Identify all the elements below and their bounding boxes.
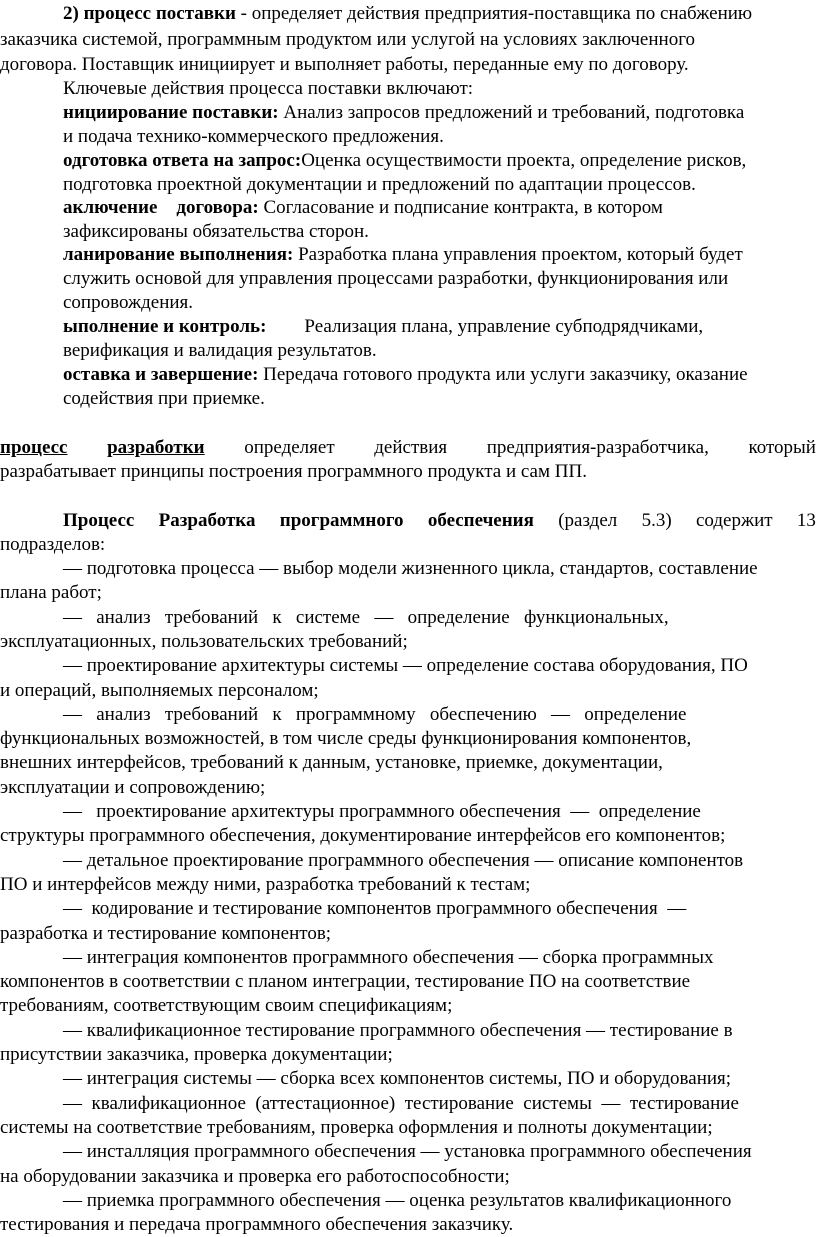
sw-process-line: [63, 509, 816, 533]
dev-word: определяет: [244, 437, 335, 458]
supply-heading-line: [63, 2, 752, 26]
sw-term: программного: [279, 510, 404, 531]
supply-item-text: Передача готового продукта или услуги заказчику, оказание: [258, 364, 748, 385]
subprocess-list-line: тестирования и передача программного обеспечения заказчику.: [0, 1214, 514, 1235]
subprocess-list-line: — квалификационное тестирование программного обеспечения — тестирование в: [63, 1020, 733, 1041]
subprocess-list-line: присутствии заказчика, проверка документации;: [0, 1044, 393, 1065]
supply-item-cont: сопровождения.: [63, 292, 194, 313]
subprocess-list-line: — кодирование и тестирование компонентов программного обеспечения —: [63, 898, 687, 919]
subprocess-list-line: — подготовка процесса — выбор модели жизненного цикла, стандартов, составление: [63, 558, 758, 579]
supply-item-term-line: [63, 363, 748, 387]
subprocess-list-line: требованиям, соответствующим своим спецификациям;: [0, 995, 453, 1016]
subprocess-list-line: — проектирование архитектуры системы — определение состава оборудования, ПО: [63, 655, 748, 676]
subprocess-list-line: — приемка программного обеспечения — оценка результатов квалификационного: [63, 1190, 732, 1211]
subprocess-list-line: внешних интерфейсов, требований к данным, установке, приемке, документации,: [0, 752, 663, 773]
text-line: разрабатывает принципы построения программного продукта и сам ПП.: [0, 461, 587, 482]
supply-item-text: Реализация плана, управление субподрядчиками,: [266, 316, 704, 337]
sw-word: 5.3): [641, 510, 672, 531]
subprocess-list-line: компонентов в соответствии с планом интеграции, тестирование ПО на соответствие: [0, 971, 691, 992]
supply-item-term-line: [63, 149, 746, 173]
supply-item-text: Оценка осуществимости проекта, определение рисков,: [301, 150, 747, 171]
subprocess-list-line: структуры программного обеспечения, документирование интерфейсов его компонентов;: [0, 825, 726, 846]
subprocess-list-line: системы на соответствие требованиям, проверка оформления и полноты документации;: [0, 1117, 713, 1138]
supply-item-cont: подготовка проектной документации и предложений по адаптации процессов.: [63, 174, 696, 195]
supply-item-term-line: [63, 196, 663, 220]
supply-item-term-line: [63, 243, 743, 267]
subprocess-list-line: — проектирование архитектуры программного обеспечения — определение: [63, 801, 701, 822]
dev-word: действия: [374, 437, 448, 458]
subprocess-list-line: — квалификационное (аттестационное) тестирование системы — тестирование: [63, 1093, 739, 1114]
dev-term-2: разработки: [107, 437, 205, 458]
subprocess-list-line: — анализ требований к системе — определение функциональных,: [63, 607, 669, 628]
subprocess-list-line: эксплуатационных, пользовательских требований;: [0, 631, 408, 652]
key-actions-intro: Ключевые действия процесса поставки включают:: [63, 78, 474, 99]
supply-item-term-line: [63, 101, 744, 125]
supply-heading: 2) процесс поставки: [63, 3, 236, 24]
subprocess-list-line: ПО и интерфейсов между ними, разработка требований к тестам;: [0, 874, 531, 895]
supply-item-term: аключение договора:: [63, 197, 259, 218]
dev-process-line: [0, 436, 816, 460]
subprocess-list-line: — детальное проектирование программного обеспечения — описание компонентов: [63, 850, 744, 871]
supply-item-cont: верификация и валидация результатов.: [63, 340, 377, 361]
subprocess-list-line: и операций, выполняемых персоналом;: [0, 680, 319, 701]
supply-item-term-line: [63, 315, 703, 339]
sw-word: (раздел: [558, 510, 618, 531]
subprocess-list-line: — анализ требований к программному обеспечению — определение: [63, 704, 687, 725]
supply-item-text: Анализ запросов предложений и требований, подготовка: [278, 102, 745, 123]
subprocess-list-line: функциональных возможностей, в том числе среды функционирования компонентов,: [0, 728, 692, 749]
supply-item-text: Разработка плана управления проектом, который будет: [293, 244, 743, 265]
supply-item-term: нициирование поставки:: [63, 102, 279, 123]
dev-word: предприятия-разработчика,: [486, 437, 709, 458]
subprocess-list-line: — инсталляция программного обеспечения — установка программного обеспечения: [63, 1141, 752, 1162]
subprocess-list-line: — интеграция системы — сборка всех компонентов системы, ПО и оборудования;: [63, 1068, 732, 1089]
sw-word: содержит: [695, 510, 773, 531]
sw-term: обеспечения: [427, 510, 534, 531]
subprocess-list-line: разработка и тестирование компонентов;: [0, 923, 332, 944]
text-line: заказчика системой, программным продуктом или услугой на условиях заключенного: [0, 29, 696, 50]
sw-term: Разработка: [158, 510, 256, 531]
subprocess-list-line: плана работ;: [0, 582, 102, 603]
supply-item-cont: служить основой для управления процессами разработки, функционирования или: [63, 268, 729, 289]
supply-item-cont: содействия при приемке.: [63, 388, 265, 409]
supply-heading-rest: - определяет действия предприятия-поставщика по снабжению: [235, 3, 753, 24]
supply-item-term: ланирование выполнения:: [63, 244, 294, 265]
supply-item-term: оставка и завершение:: [63, 364, 259, 385]
subprocess-list-line: на оборудовании заказчика и проверка его работоспособности;: [0, 1166, 510, 1187]
supply-item-term: одготовка ответа на запрос:: [63, 150, 302, 171]
text-line: договора. Поставщик инициирует и выполняет работы, переданные ему по договору.: [0, 54, 689, 75]
subprocess-list-line: — интеграция компонентов программного обеспечения — сборка программных: [63, 947, 714, 968]
sw-word: 13: [796, 510, 816, 531]
sw-term: Процесс: [63, 510, 135, 531]
supply-item-term: ыполнение и контроль:: [63, 316, 267, 337]
subprocess-list-line: эксплуатации и сопровождению;: [0, 777, 266, 798]
dev-term-1: процесс: [0, 437, 68, 458]
supply-item-cont: и подача технико-коммерческого предложения.: [63, 126, 444, 147]
text-line: подразделов:: [0, 534, 106, 555]
supply-item-text: Согласование и подписание контракта, в котором: [258, 197, 663, 218]
supply-item-cont: зафиксированы обязательства сторон.: [63, 221, 369, 242]
dev-word: который: [748, 437, 816, 458]
